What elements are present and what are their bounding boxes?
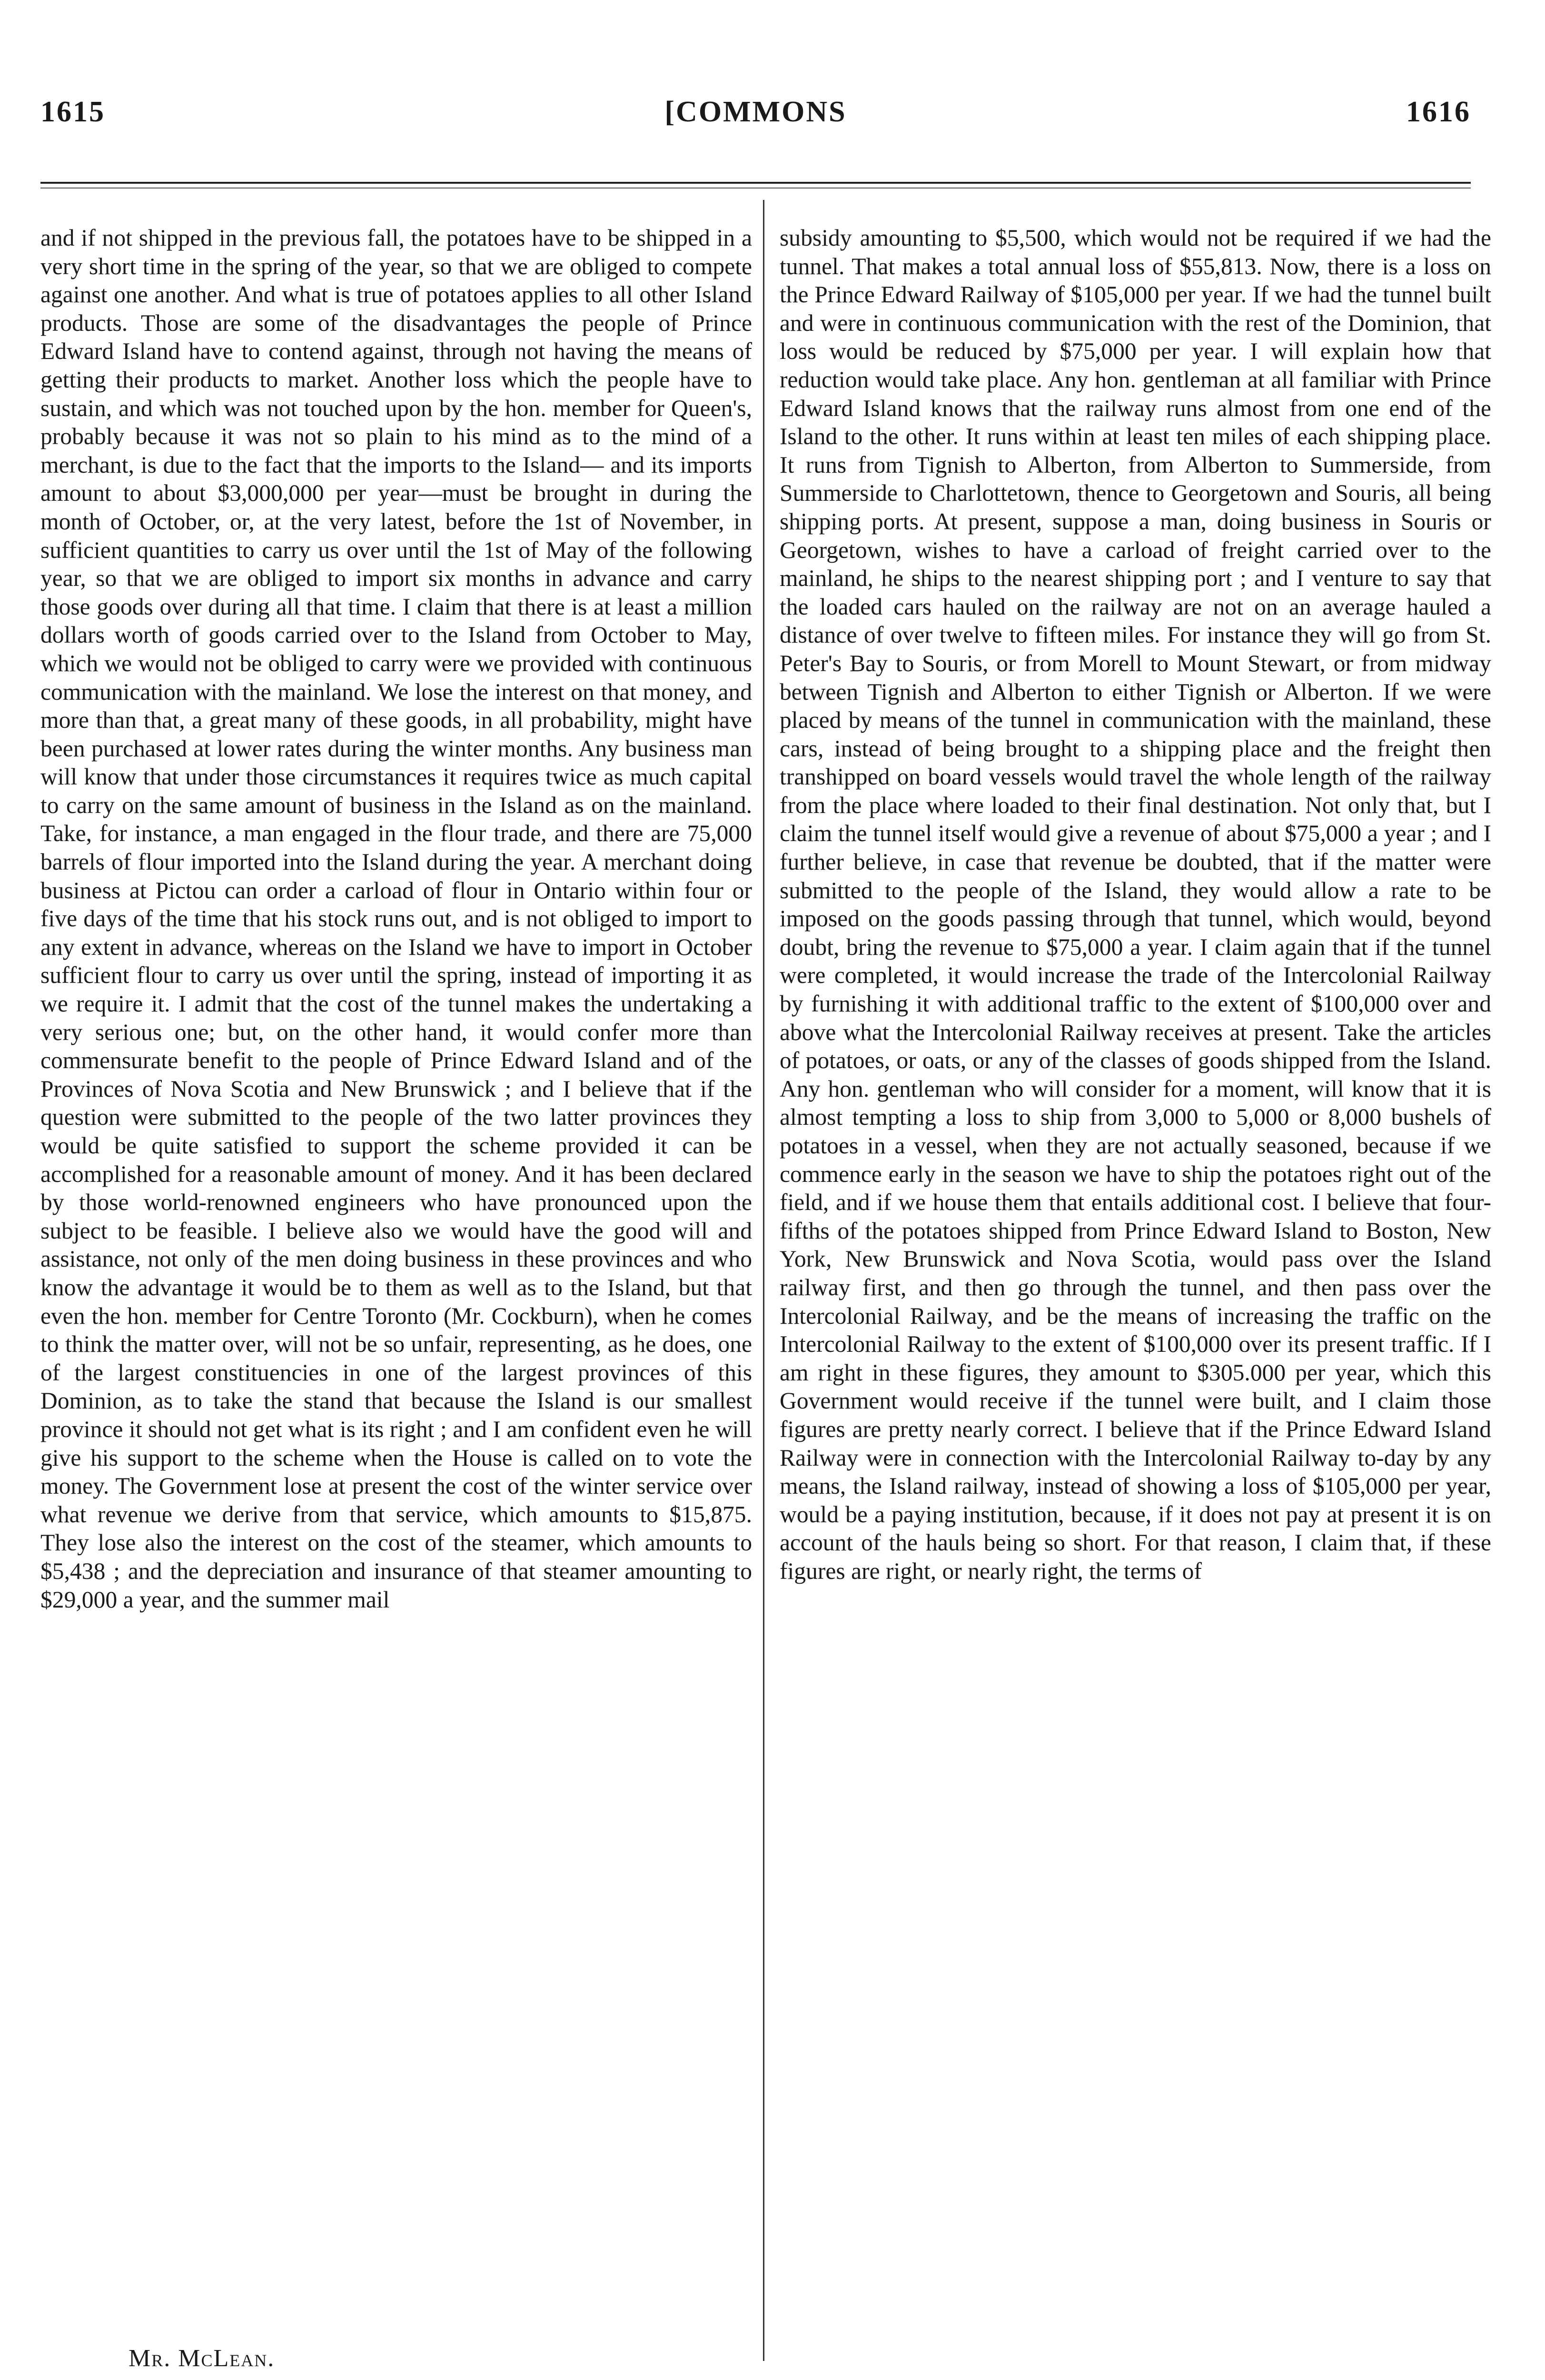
page-header [40, 95, 1471, 138]
page-number-left: 1615 [40, 96, 105, 128]
header-rule [40, 182, 1471, 184]
speaker-footer: Mr. McLean. [129, 2345, 275, 2372]
running-title: [COMMONS [664, 96, 847, 128]
right-column-text: subsidy amounting to $5,500, which would not be required if we had the tunnel. That makes a total annual loss of $55,813. Now, there is a loss on the Prince Edward Railway of $105,000 per year. If we had the tunnel built and were in continuous communication with the rest of the Dominion, that loss would be reduced by $75,000 per year. I will explain how that reduction would take place. Any hon. gentleman at all familiar with Prince Edward Island knows that the railway runs almost from one end of the Island to the other. It runs within at least ten miles of each shipping place. It runs from Tignish to Alberton, from Alberton to Summerside, from Summerside to Charlottetown, thence to Georgetown and Souris, all being shipping ports. At present, suppose a man, doing business in Souris or Georgetown, wishes to have a carload of freight carried over to the mainland, he ships to the nearest shipping port ; and I venture to say that the loaded cars hauled on the railway are not on an average hauled a distance of over twelve to fifteen miles. For instance they will go from St. Peter's Bay to Souris, or from Morell to Mount Stewart, or from midway between Tignish and Alberton to either Tignish or Alberton. If we were placed by means of the tunnel in communication with the mainland, these cars, instead of being brought to a shipping place and the freight then transhipped on board vessels would travel the whole length of the railway from the place where loaded to their final destination. Not only that, but I claim the tunnel itself would give a revenue of about $75,000 a year ; and I further believe, in case that revenue be doubted, that if the matter were submitted to the people of the Island, they would allow a rate to be imposed on the goods passing through that tunnel, which would, beyond doubt, bring the revenue to $75,000 a year. I claim again that if the tunnel were completed, it would increase the trade of the Intercolonial Railway by furnishing it with additional traffic to the extent of $100,000 over and above what the Intercolonial Railway receives at present. Take the articles of potatoes, or oats, or any of the classes of goods shipped from the Island. Any hon. gentleman who will consider for a moment, will know that it is almost tempting a loss to ship from 3,000 to 5,000 or 8,000 bushels of potatoes in a vessel, when they are not actually seasoned, because if we commence early in the season we have to ship the potatoes right out of the field, and if we house them that entails additional cost. I believe that four-fifths of the potatoes shipped from Prince Edward Island to Boston, New York, New Brunswick and Nova Scotia, would pass over the Island railway first, and then go through the tunnel, and then pass over the Intercolonial Railway, and be the means of increasing the traffic on the Intercolonial Railway to the extent of $100,000 over its present traffic. If I am right in these figures, they amount to $305.000 per year, which this Government would receive if the tunnel were built, and I claim those figures are pretty nearly correct. I believe that if the Prince Edward Island Railway were in connection with the Intercolonial Railway to-day by any means, the Island railway, instead of showing a loss of $105,000 per year, would be a paying institution, because, if it does not pay at present it is on account of the hauls being so short. For that reason, I claim that, if these figures are right, or nearly right, the terms of [780, 225, 1491, 1584]
column-divider [763, 200, 764, 2361]
right-column [780, 224, 1491, 1586]
page-number-right: 1616 [1406, 96, 1471, 128]
left-column [40, 224, 752, 1614]
left-column-text: and if not shipped in the previous fall, the potatoes have to be shipped in a very short time in the spring of the year, so that we are obliged to compete against one another. And what is true of potatoes applies to all other Island products. Those are some of the disadvantages the people of Prince Edward Island have to contend against, through not having the means of getting their products to market. Another loss which the people have to sustain, and which was not touched upon by the hon. member for Queen's, probably because it was not so plain to his mind as to the mind of a merchant, is due to the fact that the imports to the Island— and its imports amount to about $3,000,000 per year—must be brought in during the month of October, or, at the very latest, before the 1st of November, in sufficient quantities to carry us over until the 1st of May of the following year, so that we are obliged to import six months in advance and carry those goods over during all that time. I claim that there is at least a million dollars worth of goods carried over to the Island from October to May, which we would not be obliged to carry were we provided with continuous communication with the mainland. We lose the interest on that money, and more than that, a great many of these goods, in all probability, might have been purchased at lower rates during the winter months. Any business man will know that under those circumstances it requires twice as much capital to carry on the same amount of business in the Island as on the mainland. Take, for instance, a man engaged in the flour trade, and there are 75,000 barrels of flour imported into the Island during the year. A merchant doing business at Pictou can order a carload of flour in Ontario within four or five days of the time that his stock runs out, and is not obliged to import to any extent in advance, whereas on the Island we have to import in October sufficient flour to carry us over until the spring, instead of importing it as we require it. I admit that the cost of the tunnel makes the undertaking a very serious one; but, on the other hand, it would confer more than commensurate benefit to the people of Prince Edward Island and of the Provinces of Nova Scotia and New Brunswick ; and I believe that if the question were submitted to the people of the two latter provinces they would be quite satisfied to support the scheme provided it can be accomplished for a reasonable amount of money. And it has been declared by those world-renowned engineers who have pronounced upon the subject to be feasible. I believe also we would have the good will and assistance, not only of the men doing business in these provinces and who know the advantage it would be to them as well as to the Island, but that even the hon. member for Centre Toronto (Mr. Cockburn), when he comes to think the matter over, will not be so unfair, representing, as he does, one of the largest constituencies in one of the largest provinces of this Dominion, as to take the stand that because the Island is our smallest province it should not get what is its right ; and I am confident even he will give his support to the scheme when the House is called on to vote the money. The Government lose at present the cost of the winter service over what revenue we derive from that service, which amounts to $15,875. They lose also the interest on the cost of the steamer, which amounts to $5,438 ; and the depreciation and insurance of that steamer amounting to $29,000 a year, and the summer mail [40, 225, 752, 1613]
